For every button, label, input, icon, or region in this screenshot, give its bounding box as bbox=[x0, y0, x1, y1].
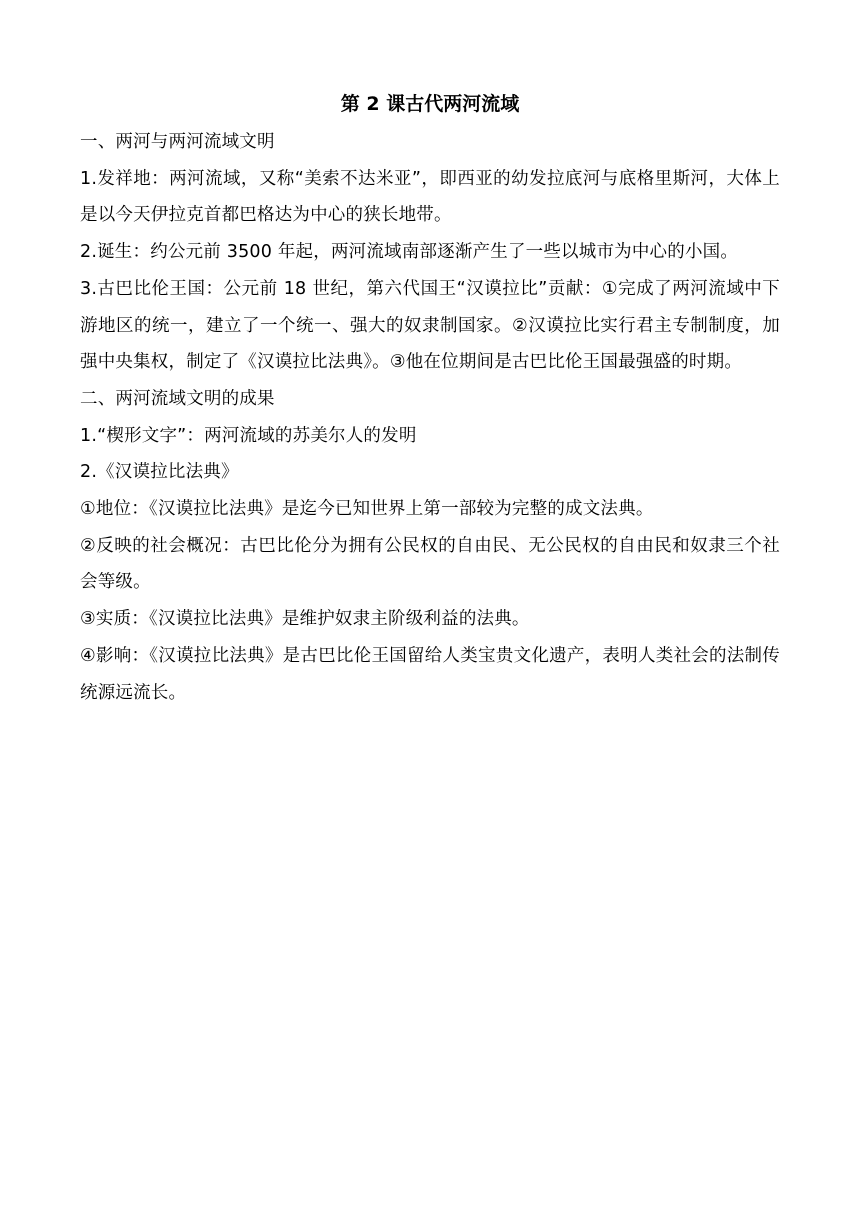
paragraph-origin: 1.发祥地：两河流域，又称“美索不达米亚”，即西亚的幼发拉底河与底格里斯河，大体上是以今天伊拉克首都巴格达为中心的狭长地带。 bbox=[80, 168, 780, 226]
section-heading-2: 二、两河流域文明的成果 bbox=[80, 388, 275, 409]
paragraph-essence: ③实质：《汉谟拉比法典》是维护奴隶主阶级利益的法典。 bbox=[80, 609, 530, 630]
paragraph-code-heading: 2.《汉谟拉比法典》 bbox=[80, 462, 239, 483]
paragraph-cuneiform: 1.“楔形文字”：两河流域的苏美尔人的发明 bbox=[80, 425, 417, 446]
document-title: 第 2 课古代两河流域 bbox=[340, 93, 520, 115]
paragraph-status: ①地位：《汉谟拉比法典》是迄今已知世界上第一部较为完整的成文法典。 bbox=[80, 499, 654, 520]
paragraph-babylon: 3.古巴比伦王国：公元前 18 世纪，第六代国王“汉谟拉比”贡献：①完成了两河流域中下游地区的统一，建立了一个统一、强大的奴隶制国家。②汉谟拉比实行君主专制制度，加强中央集权，制定了《汉谟拉比法典》。③他在位期间是古巴比伦王国最强盛的时期。 bbox=[80, 278, 780, 373]
section-heading-1: 一、两河与两河流域文明 bbox=[80, 132, 275, 152]
paragraph-society: ②反映的社会概况：古巴比伦分为拥有公民权的自由民、无公民权的自由民和奴隶三个社会等级。 bbox=[80, 535, 780, 593]
paragraph-influence: ④影响：《汉谟拉比法典》是古巴比伦王国留给人类宝贵文化遗产，表明人类社会的法制传统源远流长。 bbox=[80, 645, 780, 703]
paragraph-birth: 2.诞生：约公元前 3500 年起，两河流域南部逐渐产生了一些以城市为中心的小国。 bbox=[80, 242, 739, 263]
